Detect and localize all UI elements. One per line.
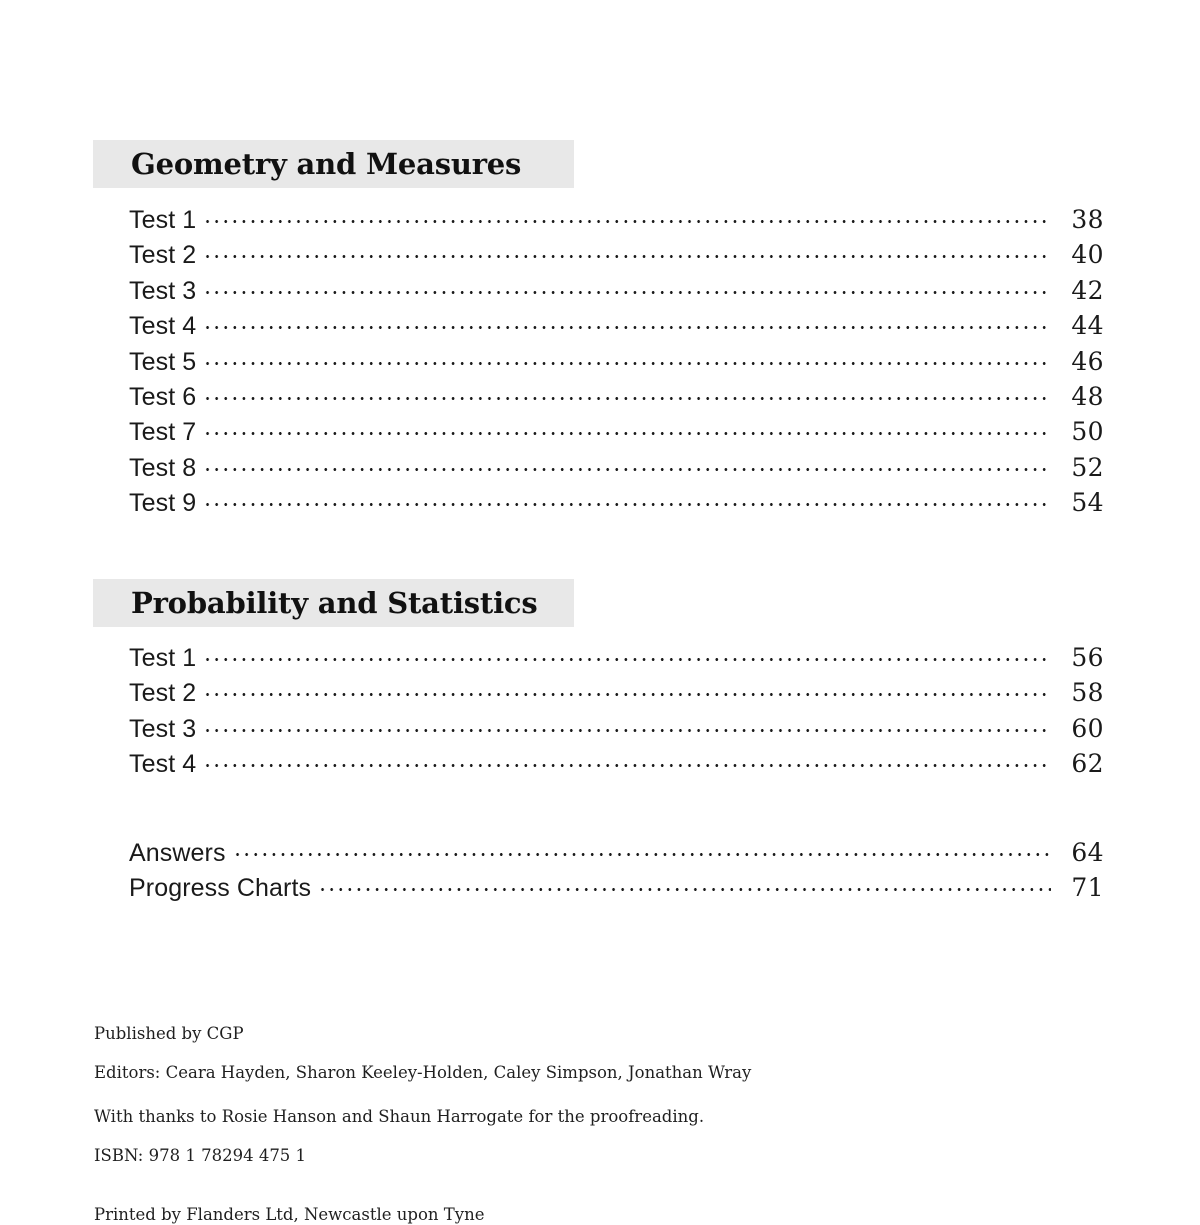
- spacer: [94, 1082, 751, 1108]
- toc-entry-page: 52: [1071, 452, 1104, 482]
- toc-entry-label: Test 1: [129, 206, 197, 234]
- toc-entry-page: 62: [1071, 749, 1104, 779]
- imprint-publisher: Published by CGP: [94, 1024, 244, 1043]
- dot-leader: [203, 712, 1051, 737]
- toc-entry-label: Progress Charts: [129, 874, 312, 903]
- toc-entry-label: Answers: [129, 839, 226, 867]
- dot-leader: [203, 641, 1051, 666]
- section-title: Geometry and Measures: [131, 147, 522, 181]
- spacer: [94, 1166, 751, 1206]
- toc-entry-label: Test 3: [129, 276, 197, 305]
- toc-entry[interactable]: [129, 309, 1104, 344]
- toc-entry-label: Test 3: [129, 714, 197, 743]
- section-heading-geometry-and-measures: [93, 140, 574, 188]
- imprint-block: [94, 1025, 751, 1224]
- toc-entry-page: 42: [1071, 275, 1104, 305]
- imprint-isbn: ISBN: 978 1 78294 475 1: [94, 1146, 307, 1166]
- toc-entry[interactable]: [129, 486, 1104, 521]
- toc-entry-page: 60: [1071, 713, 1104, 743]
- dot-leader: [233, 836, 1051, 861]
- toc-entry[interactable]: [129, 676, 1104, 711]
- spacer: [94, 1126, 751, 1147]
- toc-entry-label: Test 7: [129, 418, 197, 447]
- toc-entry[interactable]: [129, 380, 1104, 415]
- toc-entry[interactable]: [129, 451, 1104, 486]
- toc-entry[interactable]: [129, 836, 1104, 871]
- toc-entry-page: 38: [1071, 205, 1104, 234]
- dot-leader: [203, 345, 1051, 370]
- section-heading-probability-and-statistics: [93, 579, 574, 627]
- toc-entry[interactable]: [129, 712, 1104, 747]
- toc-list-extras: [129, 836, 1104, 907]
- toc-entry-label: Test 8: [129, 453, 197, 482]
- toc-entry-page: 54: [1071, 488, 1104, 518]
- dot-leader: [203, 238, 1051, 263]
- toc-entry-label: Test 9: [129, 489, 197, 518]
- dot-leader: [203, 451, 1051, 476]
- toc-entry-label: Test 4: [129, 312, 197, 341]
- dot-leader: [203, 486, 1051, 511]
- toc-entry-label: Test 4: [129, 750, 197, 779]
- toc-entry-page: 44: [1071, 311, 1104, 341]
- toc-list-geometry-and-measures: [129, 203, 1104, 522]
- section-title: Probability and Statistics: [131, 586, 538, 620]
- toc-entry-page: 58: [1071, 678, 1104, 708]
- dot-leader: [203, 203, 1051, 228]
- toc-entry[interactable]: [129, 747, 1104, 782]
- toc-entry[interactable]: [129, 871, 1104, 906]
- dot-leader: [203, 309, 1051, 334]
- dot-leader: [318, 871, 1051, 896]
- toc-entry[interactable]: [129, 345, 1104, 380]
- toc-entry[interactable]: [129, 203, 1104, 238]
- imprint-printer: Printed by Flanders Ltd, Newcastle upon Tyne: [94, 1204, 485, 1224]
- dot-leader: [203, 380, 1051, 405]
- toc-entry-page: 71: [1071, 873, 1104, 903]
- toc-entry-page: 40: [1071, 240, 1104, 270]
- toc-entry[interactable]: [129, 415, 1104, 450]
- toc-entry[interactable]: [129, 641, 1104, 676]
- toc-entry-page: 46: [1071, 346, 1104, 376]
- toc-entry-page: 56: [1071, 643, 1104, 672]
- toc-entry-page: 50: [1071, 417, 1104, 447]
- toc-entry-label: Test 6: [129, 382, 197, 411]
- dot-leader: [203, 747, 1051, 772]
- toc-list-probability-and-statistics: [129, 641, 1104, 783]
- dot-leader: [203, 676, 1051, 701]
- toc-entry-page: 48: [1071, 381, 1104, 411]
- toc-entry-page: 64: [1071, 838, 1104, 867]
- dot-leader: [203, 415, 1051, 440]
- dot-leader: [203, 274, 1051, 299]
- toc-entry[interactable]: [129, 274, 1104, 309]
- spacer: [94, 1043, 751, 1064]
- imprint-thanks: With thanks to Rosie Hanson and Shaun Harrogate for the proofreading.: [94, 1107, 705, 1127]
- toc-entry-label: Test 2: [129, 679, 197, 708]
- toc-entry-label: Test 2: [129, 241, 197, 270]
- imprint-editors: Editors: Ceara Hayden, Sharon Keeley-Holden, Caley Simpson, Jonathan Wray: [94, 1063, 752, 1083]
- toc-entry-label: Test 5: [129, 347, 197, 376]
- toc-entry-label: Test 1: [129, 644, 197, 672]
- toc-entry[interactable]: [129, 238, 1104, 273]
